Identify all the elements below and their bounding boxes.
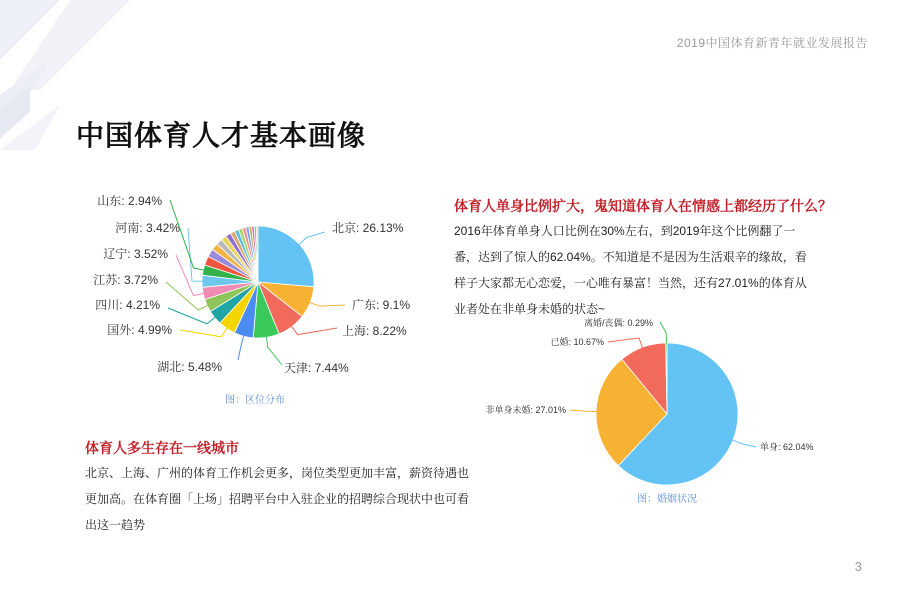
region-heading: 体育人多生存在一线城市	[85, 440, 239, 456]
pie-label-0-7: 江苏: 3.72%	[93, 273, 158, 287]
pie-leader-line-1-1	[570, 410, 597, 412]
pie-leader-line-1-3	[660, 322, 666, 344]
region-pie-caption: 图：区位分布	[225, 395, 285, 406]
pie-leader-line-0-4	[238, 335, 244, 360]
pie-label-0-1: 广东: 9.1%	[352, 298, 411, 312]
marriage-pie	[596, 343, 738, 485]
pie-label-0-9: 河南: 3.42%	[115, 221, 180, 235]
pie-leader-line-0-3	[266, 336, 282, 365]
pie-leader-line-0-9	[188, 228, 203, 281]
pie-leader-line-0-2	[291, 326, 337, 335]
pie-label-1-0: 单身: 62.04%	[760, 442, 814, 452]
pie-label-0-5: 国外: 4.99%	[107, 323, 172, 337]
marriage-body: 2016年体育单身人口比例在30%左右，到2019年这个比例翻了一番，达到了惊人的62.04%。不知道是不是因为生活艰辛的缘故，看样子大家都无心恋爱，一心唯有暴富！当然，还有27.01%的体育从业者处在非单身未婚的状态~	[454, 224, 807, 316]
pie-label-0-3: 天津: 7.44%	[284, 361, 349, 375]
pie-label-0-10: 山东: 2.94%	[97, 194, 162, 208]
page-number: 3	[854, 559, 862, 574]
marriage-pie-caption: 图：婚姻状况	[637, 494, 697, 505]
pie-label-0-8: 辽宁: 3.52%	[103, 247, 168, 261]
pie-label-1-2: 已婚: 10.67%	[550, 337, 604, 347]
marriage-heading: 体育人单身比例扩大，鬼知道体育人在情感上都经历了什么？	[454, 198, 832, 214]
pie-label-0-4: 湖北: 5.48%	[157, 360, 222, 374]
page-title: 中国体育人才基本画像	[76, 120, 367, 151]
report-title: 2019中国体育新青年就业发展报告	[676, 36, 868, 50]
pie-leader-line-0-1	[309, 302, 345, 306]
pie-leader-line-1-0	[732, 440, 756, 447]
pie-label-0-2: 上海: 8.22%	[342, 324, 407, 338]
pie-label-1-3: 离婚/丧偶: 0.29%	[583, 318, 653, 328]
pie-slice-0-0	[258, 226, 314, 287]
pie-label-1-1: 非单身未婚: 27.01%	[485, 405, 566, 415]
pie-leader-line-1-2	[608, 338, 643, 349]
pie-label-0-0: 北京: 26.13%	[332, 221, 404, 235]
pie-leader-line-0-5	[180, 328, 227, 337]
pie-label-0-6: 四川: 4.21%	[95, 298, 160, 312]
pie-leader-line-0-6	[168, 308, 216, 324]
region-body: 北京、上海、广州的体育工作机会更多，岗位类型更加丰富，薪资待遇也更加高。在体育圈「上场」招聘平台中入驻企业的招聘综合现状中也可看出这一趋势	[85, 466, 470, 532]
pie-leader-line-0-10	[170, 200, 204, 270]
region-pie	[202, 226, 314, 338]
pie-leader-line-0-0	[298, 232, 325, 245]
